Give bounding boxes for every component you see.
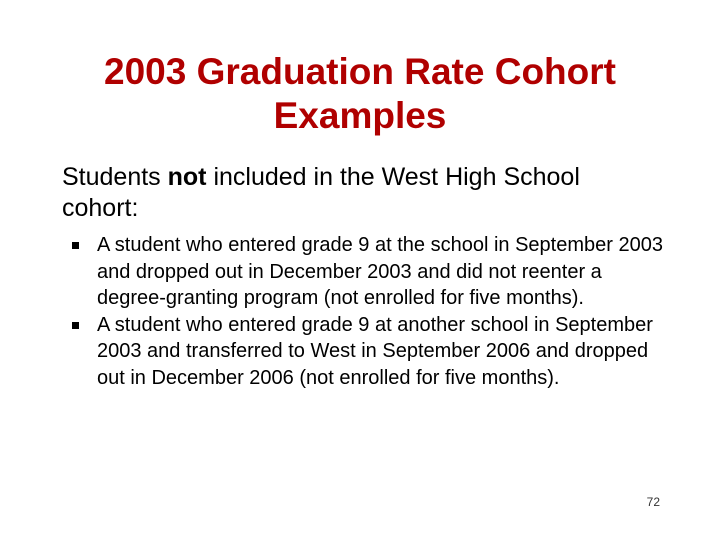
- intro-text-before: Students: [62, 163, 168, 191]
- slide-title-line-1: 2003 Graduation Rate Cohort: [104, 51, 616, 92]
- bullet-item: [72, 312, 672, 392]
- intro-emphasis: not: [167, 163, 207, 191]
- slide-title: [40, 50, 680, 138]
- bullet-item: [72, 232, 672, 312]
- page-number: 72: [646, 495, 660, 509]
- bullet-text: A student who entered grade 9 at the school in September 2003 and dropped out in December 2003 and did not reenter a degree-granting program (not enrolled for five months).: [97, 234, 663, 309]
- square-bullet-icon: [72, 242, 79, 249]
- intro-text-after: included in the West High School cohort:: [62, 163, 580, 222]
- slide-title-line-2: Examples: [273, 95, 447, 136]
- bullet-text: A student who entered grade 9 at another school in September 2003 and transferred to West in September 2006 and dropped out in December 2006 (not enrolled for five months).: [97, 313, 653, 389]
- square-bullet-icon: [72, 322, 79, 329]
- bullet-list: [72, 232, 672, 391]
- intro-paragraph: [62, 162, 662, 224]
